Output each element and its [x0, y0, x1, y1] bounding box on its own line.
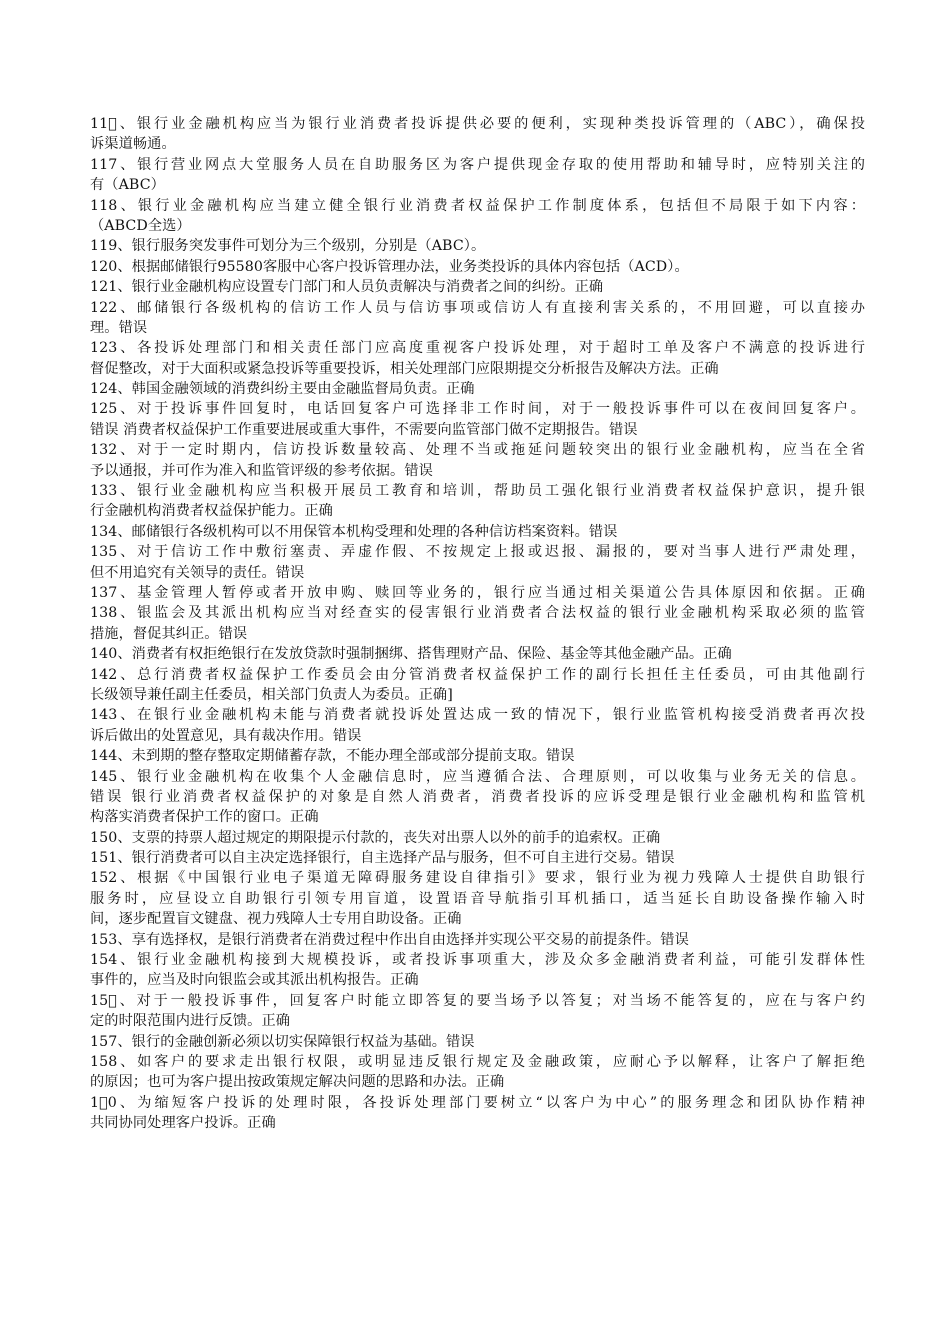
- text-line: 133、银行业金融机构应当积极开展员工教育和培训，帮助员工强化银行业消费者权益保护意识，提升银: [90, 483, 865, 500]
- text-line: 150、支票的持票人超过规定的期限提示付款的，丧失对出票人以外的前手的追索权。正确: [90, 829, 661, 846]
- text-line: 事件的，应当及时向银监会或其派出机构报告。正确: [90, 972, 419, 989]
- text-line: 135、对于信访工作中敷衍塞责、弄虚作假、不按规定上报或迟报、漏报的，要对当事人进行严肃处理，: [90, 544, 865, 561]
- text-line: 行金融机构消费者权益保护能力。正确: [90, 503, 333, 520]
- text-line: 122、邮储银行各级机构的信访工作人员与信访事项或信访人有直接利害关系的，不用回避，可以直接办: [90, 299, 865, 316]
- text-line: 督促整改，对于大面积或紧急投诉等重要投诉，相关处理部门应限期提交分析报告及解决方法。正确: [90, 360, 719, 377]
- text-line: 158、如客户的要求走出银行权限，或明显违反银行规定及金融政策，应耐心予以解释，让客户了解拒绝: [90, 1053, 865, 1070]
- text-line: 服务时，应昼设立自助银行引领专用盲道，设置语音导航指引耳机插口，适当延长自助设备操作输入时: [90, 890, 865, 907]
- text-line: 152、根据《中国银行业电子渠道无障碍服务建设自律指引》要求，银行业为视力残障人士提供自助银行: [90, 870, 865, 887]
- text-line: 151、银行消费者可以自主决定选择银行，自主选择产品与服务，但不可自主进行交易。错误: [90, 850, 675, 867]
- text-line: 予以通报，并可作为准入和监管评级的参考依据。错误: [90, 462, 433, 479]
- text-line: 1 0、为缩短客户投诉的处理时限，各投诉处理部门要树立“以客户为中心”的服务理念和团队协作精神: [90, 1094, 865, 1111]
- text-line: 错误 银行业消费者权益保护的对象是自然人消费者，消费者投诉的应诉受理是银行业金融机构和监管机: [90, 788, 865, 805]
- text-line: 但不用追究有关领导的责任。错误: [90, 564, 305, 581]
- text-line: 118、银行业金融机构应当建立健全银行业消费者权益保护工作制度体系，包括但不局限于如下内容：: [90, 197, 865, 214]
- text-line: 理。错误: [90, 319, 148, 336]
- text-line: 143、在银行业金融机构未能与消费者就投诉处置达成一致的情况下，银行业监管机构接受消费者再次投: [90, 707, 865, 724]
- text-line: 15 、对于一般投诉事件，回复客户时能立即答复的要当场予以答复；对当场不能答复的，应在与客户约: [90, 992, 865, 1009]
- text-line: 诉后做出的处置意见，具有裁决作用。错误: [90, 727, 362, 744]
- text-line: 132、对于一定时期内，信访投诉数量较高、处理不当或拖延问题较突出的银行业金融机构，应当在全省: [90, 442, 865, 459]
- text-line: 144、未到期的整存整取定期储蓄存款，不能办理全部或部分提前支取。错误: [90, 748, 575, 765]
- text-line: （ABCD全选）: [90, 217, 191, 234]
- text-line: 诉渠道畅通。: [90, 136, 176, 153]
- text-line: 构落实消费者保护工作的窗口。正确: [90, 809, 319, 826]
- text-line: 119、银行服务突发事件可划分为三个级别，分别是（ABC）。: [90, 238, 486, 255]
- text-line: 138、银监会及其派出机构应当对经查实的侵害银行业消费者合法权益的银行业金融机构采取必须的监管: [90, 605, 865, 622]
- text-line: 124、韩国金融领域的消费纠纷主要由金融监督局负责。正确: [90, 381, 475, 398]
- text-line: 措施，督促其纠正。错误: [90, 625, 248, 642]
- text-line: 定的时限范围内进行反馈。正确: [90, 1013, 291, 1030]
- text-line: 有（ABC）: [90, 177, 165, 194]
- text-line: 间，逐步配置盲文键盘、视力残障人士专用自助设备。正确: [90, 911, 462, 928]
- text-line: 142、总行消费者权益保护工作委员会由分管消费者权益保护工作的副行长担任主任委员，可由其他副行: [90, 666, 865, 683]
- document-page: [90, 114, 865, 1134]
- text-line: 140、消费者有权拒绝银行在发放贷款时强制捆绑、搭售理财产品、保险、基金等其他金融产品。正确: [90, 646, 732, 663]
- text-line: 117、银行营业网点大堂服务人员在自助服务区为客户提供现金存取的使用帮助和辅导时，应特别关注的: [90, 156, 865, 173]
- text-line: 123、各投诉处理部门和相关责任部门应高度重视客户投诉处理，对于超时工单及客户不满意的投诉进行: [90, 340, 865, 357]
- text-line: 11 、银行业金融机构应当为银行业消费者投诉提供必要的便利，实现种类投诉管理的（ABC），确保投: [90, 116, 865, 132]
- text-line: 134、邮储银行各级机构可以不用保管本机构受理和处理的各种信访档案资料。错误: [90, 523, 618, 540]
- text-line: 137、基金管理人暂停或者开放申购、赎回等业务的，银行应当通过相关渠道公告具体原因和依据。正确: [90, 584, 865, 601]
- text-line: 157、银行的金融创新必须以切实保障银行权益为基础。错误: [90, 1033, 475, 1050]
- text-line: 121、银行业金融机构应设置专门部门和人员负责解决与消费者之间的纠纷。正确: [90, 279, 604, 296]
- text-line: 长级领导兼任副主任委员，相关部门负责人为委员。正确]: [90, 686, 453, 703]
- text-line: 共同协同处理客户投诉。正确: [90, 1115, 276, 1132]
- text-line: 错误 消费者权益保护工作重要进展或重大事件，不需要向监管部门做不定期报告。错误: [90, 421, 638, 438]
- text-line: 125、对于投诉事件回复时，电话回复客户可选择非工作时间，对于一般投诉事件可以在夜间回复客户。: [90, 401, 865, 418]
- text-line: 145、银行业金融机构在收集个人金融信息时，应当遵循合法、合理原则，可以收集与业务无关的信息。: [90, 768, 865, 785]
- text-line: 的原因；也可为客户提出按政策规定解决问题的思路和办法。正确: [90, 1074, 505, 1091]
- text-line: 154、银行业金融机构接到大规模投诉，或者投诉事项重大，涉及众多金融消费者利益，可能引发群体性: [90, 952, 865, 969]
- text-line: 120、根据邮储银行95580客服中心客户投诉管理办法，业务类投诉的具体内容包括（ACD）。: [90, 258, 689, 275]
- text-line: 153、享有选择权，是银行消费者在消费过程中作出自由选择并实现公平交易的前提条件。错误: [90, 931, 689, 948]
